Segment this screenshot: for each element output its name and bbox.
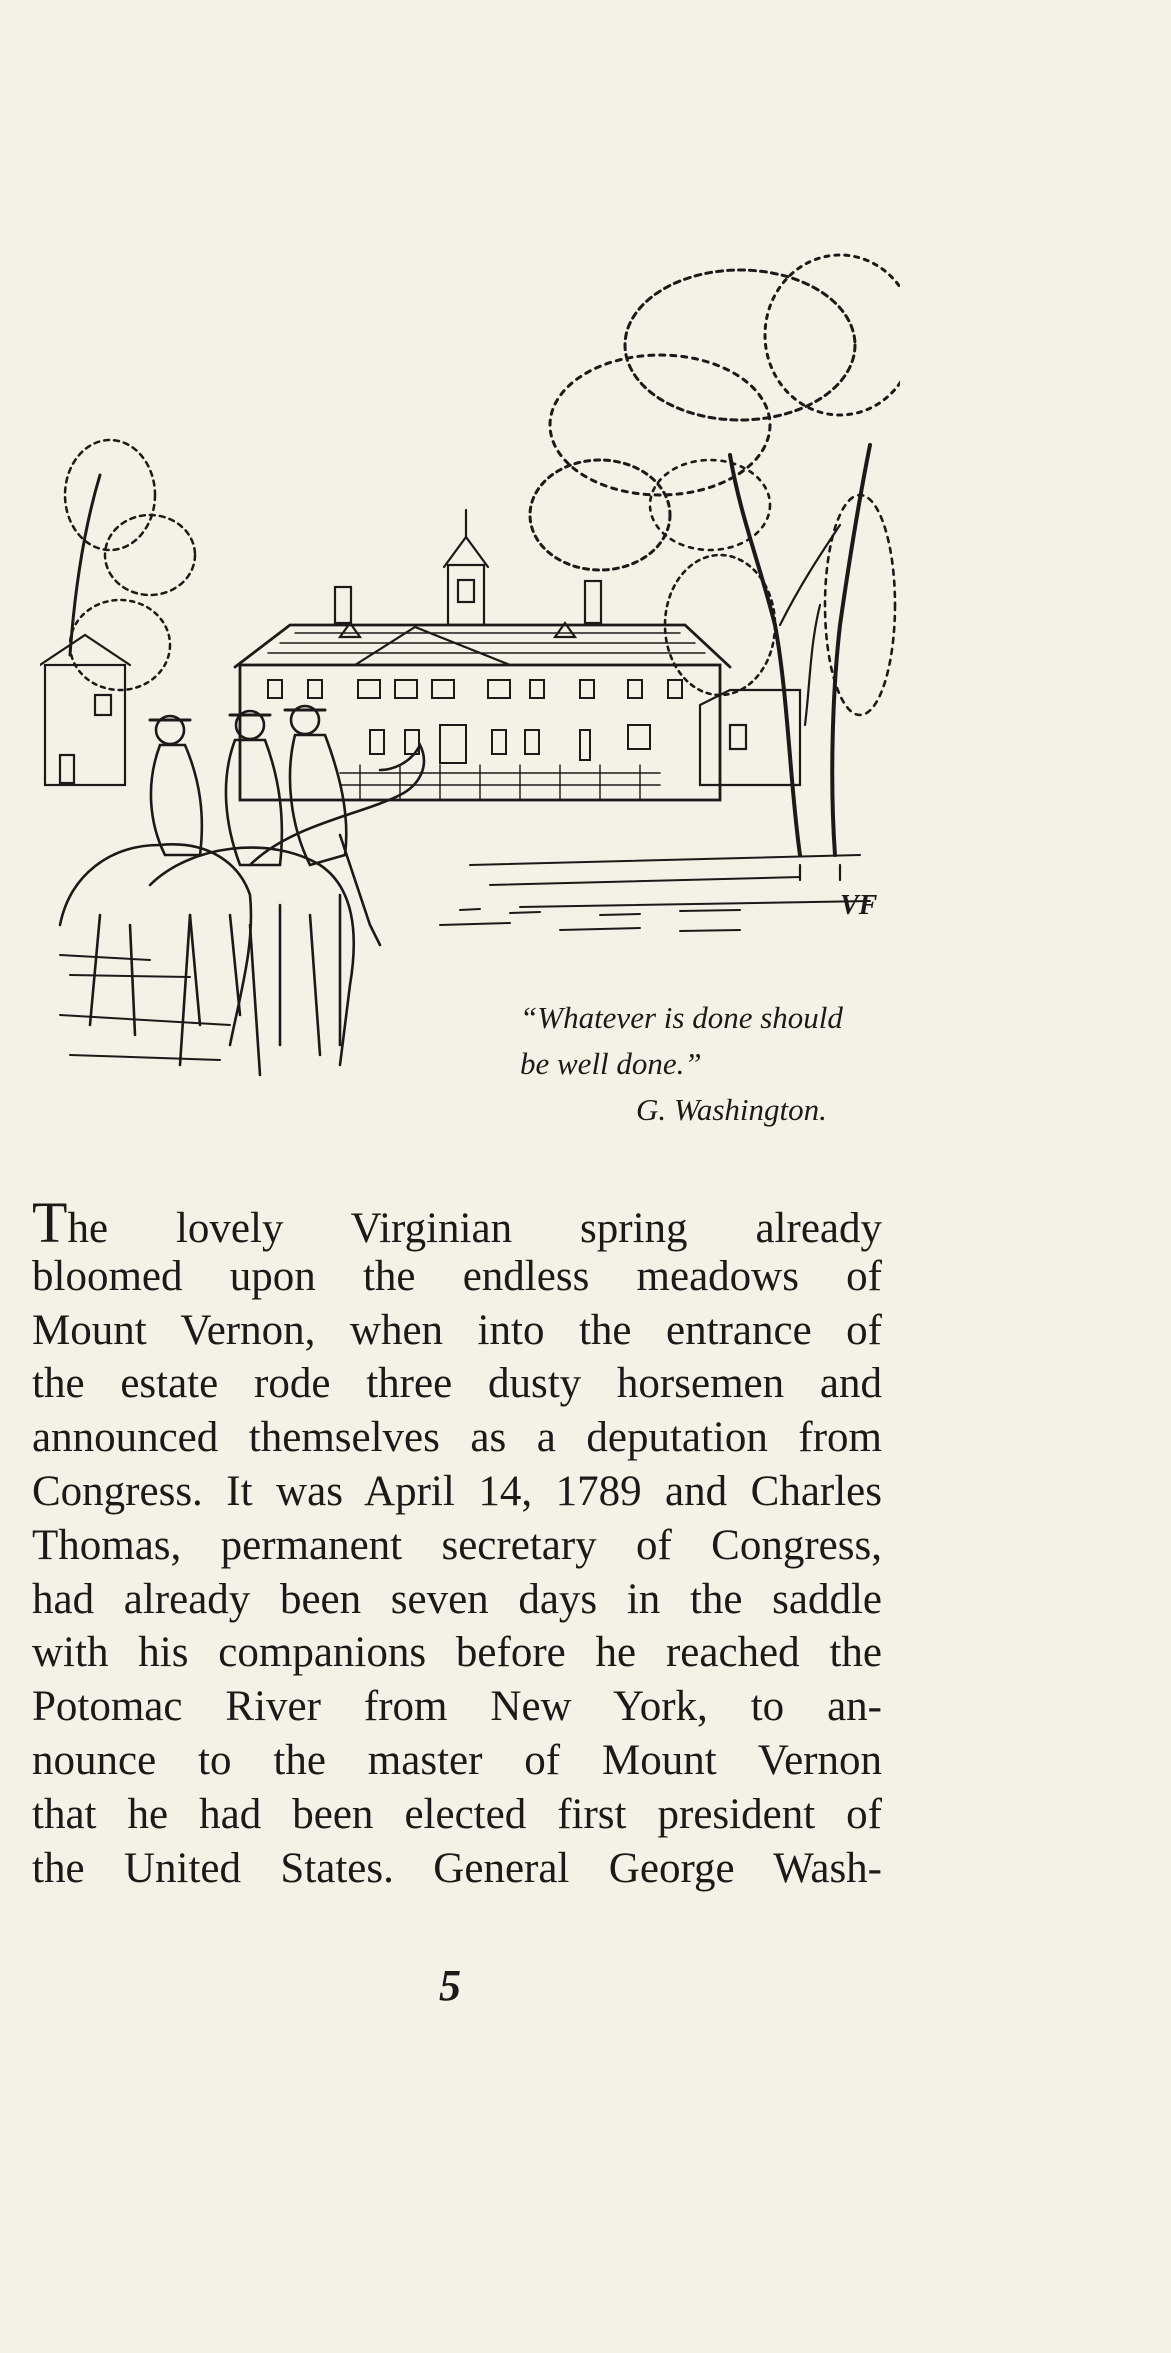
- mansion-icon: [235, 510, 730, 800]
- illustrator-monogram: VF: [840, 890, 878, 921]
- text-line: that he had been elected first president of: [32, 1790, 882, 1838]
- mount-vernon-horsemen-illustration: [40, 225, 900, 1095]
- small-tree-icon: [65, 440, 195, 690]
- text-line: Mount Vernon, when into the entrance of: [32, 1306, 882, 1354]
- page-number: 5: [439, 1961, 461, 2010]
- text-line: The lovely Virginian spring already: [32, 1190, 882, 1255]
- text-line: had already been seven days in the saddle: [32, 1575, 882, 1623]
- epigraph-line-1: “Whatever is done should: [520, 1000, 843, 1035]
- outbuilding-icon: [40, 635, 130, 785]
- text-line: nounce to the master of Mount Vernon: [32, 1736, 882, 1784]
- text-line: the United States. General George Wash-: [32, 1844, 882, 1892]
- text-line: with his companions before he reached the: [32, 1629, 882, 1677]
- epigraph-attribution: G. Washington.: [636, 1092, 827, 1127]
- epigraph-line-2: be well done.”: [520, 1046, 702, 1081]
- large-tree-icon: [530, 255, 900, 880]
- text-line: bloomed upon the endless meadows of: [32, 1252, 882, 1300]
- text-line: announced themselves as a deputation from: [32, 1414, 882, 1462]
- epigraph-caption: [520, 995, 900, 1133]
- text-line: the estate rode three dusty horsemen and: [32, 1360, 882, 1408]
- foreground-dashes: [460, 909, 740, 915]
- text-line: Potomac River from New York, to an-: [32, 1683, 882, 1731]
- text-line: Thomas, permanent secretary of Congress,: [32, 1521, 882, 1569]
- three-horsemen-icon: [60, 706, 424, 1075]
- text-line: Congress. It was April 14, 1789 and Charles: [32, 1467, 882, 1515]
- body-paragraph: [32, 1190, 882, 1895]
